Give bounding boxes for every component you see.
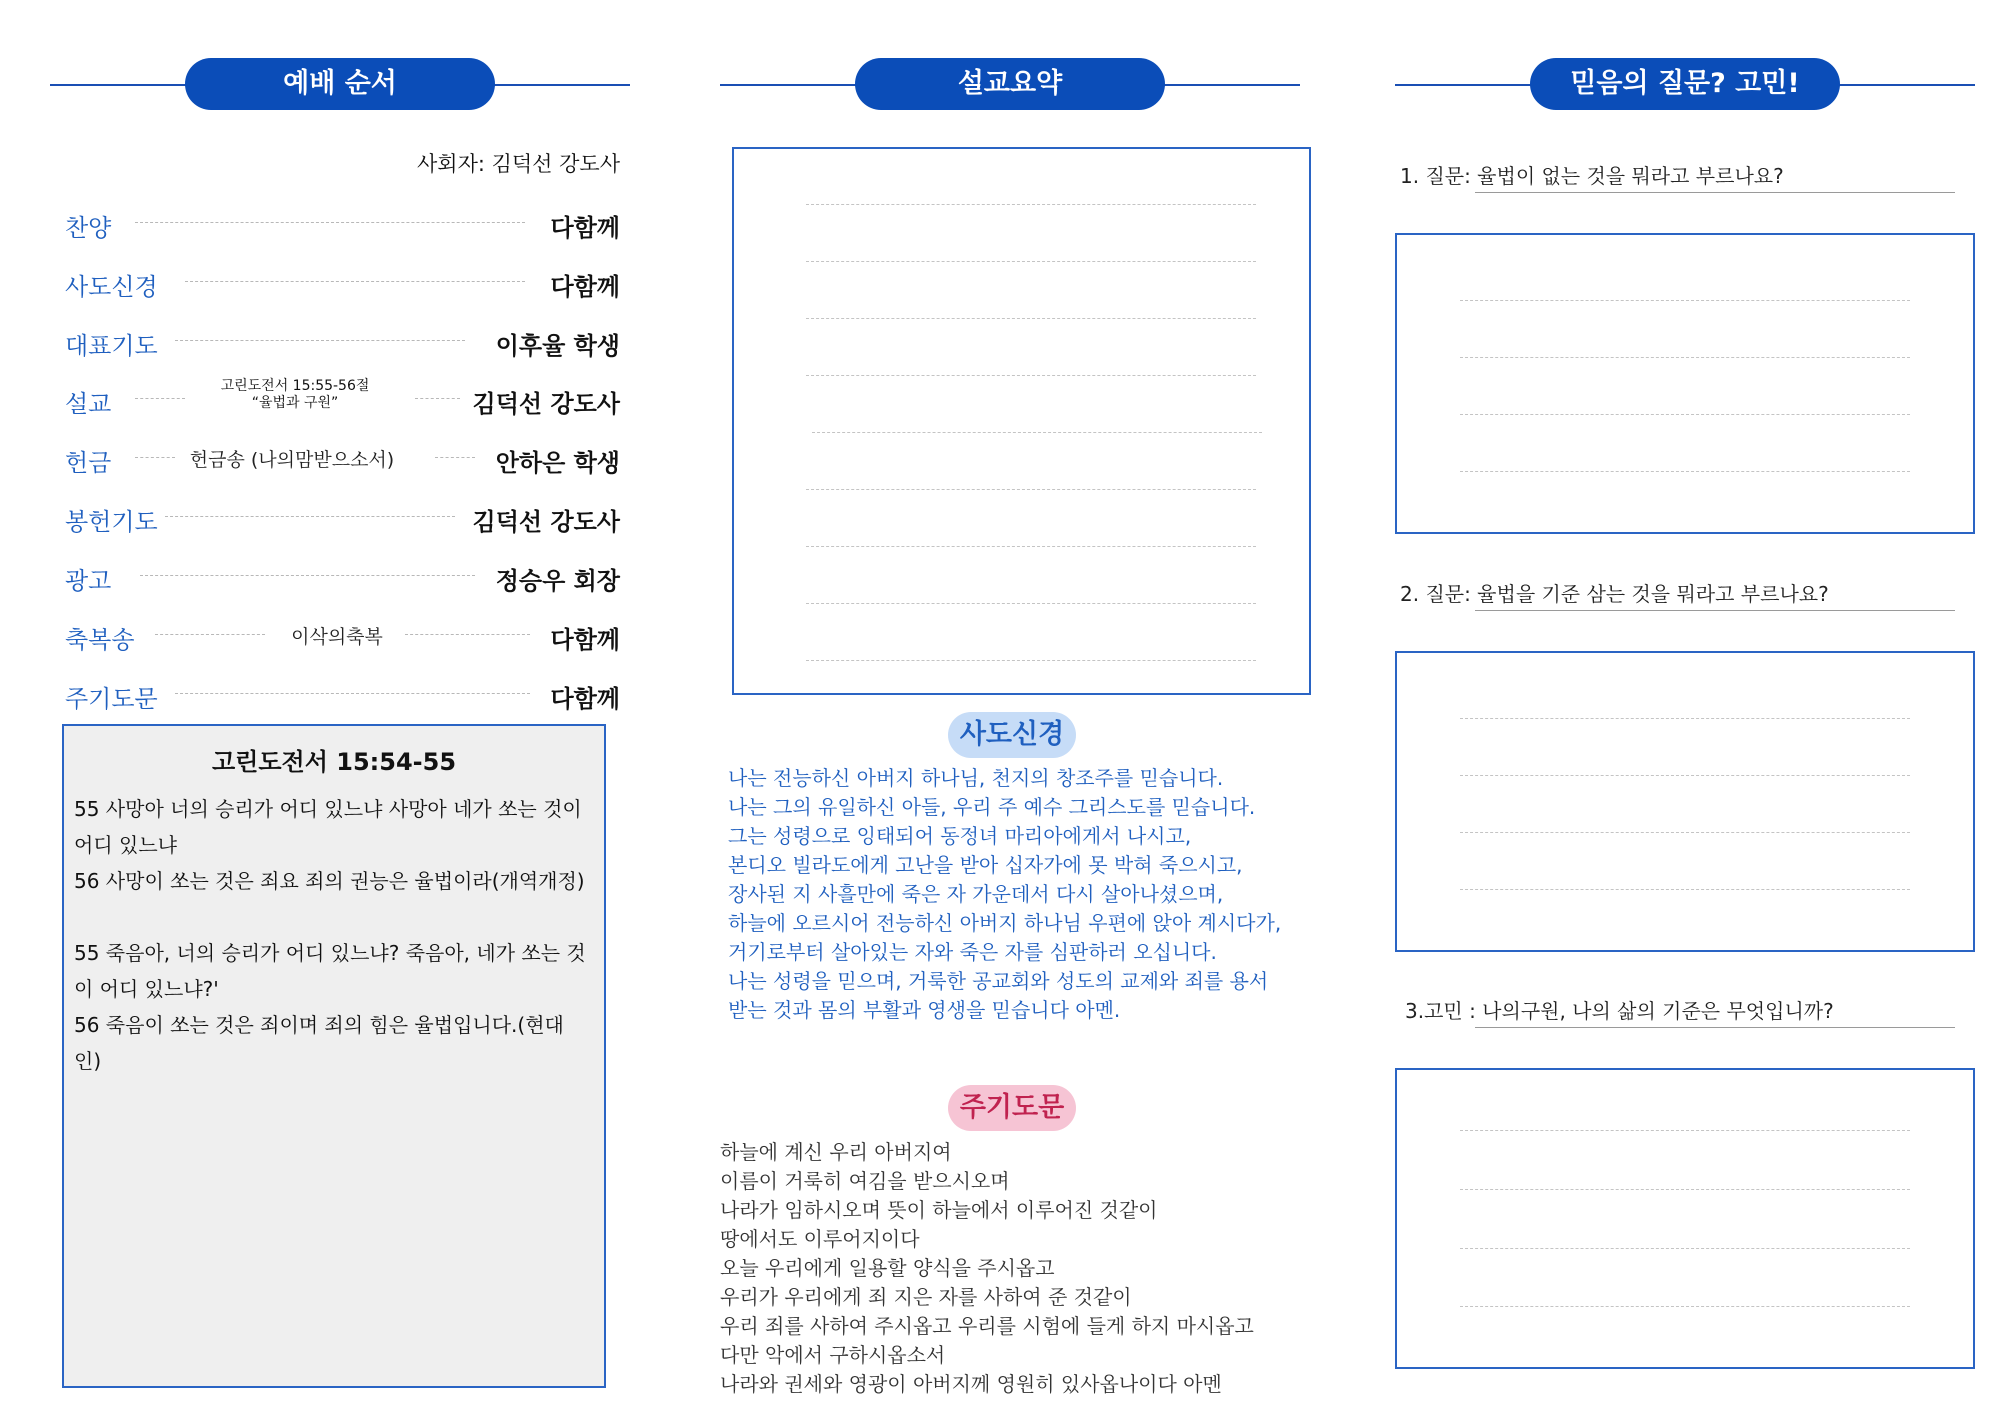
note-line: [806, 660, 1256, 661]
scripture-line: 56 죽음이 쏘는 것은 죄이며 죄의 힘은 율법입니다.(현대인): [74, 1013, 564, 1073]
order-item-label: 봉헌기도: [65, 508, 158, 536]
scripture-line: 이 어디 있느냐?': [74, 977, 219, 1001]
answer-line: [1460, 1248, 1910, 1249]
order-item-label: 축복송: [65, 626, 135, 654]
dotted-leader: [175, 340, 465, 341]
dotted-leader: [405, 634, 530, 635]
lords-prayer-title-badge: 주기도문: [948, 1085, 1076, 1131]
prayer-line: 나라가 임하시오며 뜻이 하늘에서 이루어진 것같이: [720, 1198, 1158, 1222]
dotted-leader: [135, 398, 185, 399]
faith-questions-column: [1395, 0, 1975, 1414]
answer-line: [1460, 1189, 1910, 1190]
lords-prayer-text: [720, 1138, 1254, 1399]
creed-line: 나는 전능하신 아버지 하나님, 천지의 창조주를 믿습니다.: [728, 766, 1224, 790]
order-item-announcements: [65, 555, 620, 595]
prayer-line: 우리 죄를 사하여 주시옵고 우리를 시험에 들게 하지 마시옵고: [720, 1314, 1254, 1338]
order-item-leader: 이후율 학생: [495, 332, 620, 360]
note-line: [806, 318, 1256, 319]
dotted-leader: [135, 222, 525, 223]
scripture-line: 56 사망이 쏘는 것은 죄요 죄의 권능은 율법이라(개역개정): [74, 869, 585, 893]
creed-title-badge: 사도신경: [948, 712, 1076, 758]
order-item-prayer: [65, 320, 620, 360]
prayer-line: 이름이 거룩히 여김을 받으시오며: [720, 1169, 1010, 1193]
answer-line: [1460, 1130, 1910, 1131]
order-item-label: 찬양: [65, 214, 112, 242]
order-item-label: 대표기도: [65, 332, 158, 360]
note-line: [806, 375, 1256, 376]
offering-song: 헌금송 (나의맘받으소서): [189, 449, 395, 471]
faith-header: [1395, 58, 1975, 110]
order-item-label: 설교: [65, 390, 112, 418]
order-item-label: 사도신경: [65, 273, 158, 301]
answer-box-1[interactable]: [1395, 233, 1975, 534]
answer-line: [1460, 414, 1910, 415]
question-3: 3.고민 : 나의구원, 나의 삶의 기준은 무엇입니까?: [1405, 999, 1834, 1023]
scripture-title: 고린도전서 15:54-55: [211, 748, 457, 776]
scripture-gap: [74, 899, 588, 935]
answer-line: [1460, 357, 1910, 358]
dotted-leader: [140, 575, 475, 576]
scripture-line: 55 죽음아, 너의 승리가 어디 있느냐? 죽음아, 네가 쏘는 것: [74, 941, 586, 965]
scripture-verses: [74, 791, 588, 1079]
note-line: [806, 603, 1256, 604]
order-item-leader: 안하은 학생: [495, 449, 620, 477]
worship-order-title: 예배 순서: [185, 58, 495, 110]
creed-line: 받는 것과 몸의 부활과 영생을 믿습니다 아멘.: [728, 998, 1121, 1022]
answer-line: [1460, 718, 1910, 719]
creed-line: 나는 그의 유일하신 아들, 우리 주 예수 그리스도를 믿습니다.: [728, 795, 1256, 819]
prayer-line: 나라와 권세와 영광이 아버지께 영원히 있사옵나이다 아멘: [720, 1372, 1222, 1396]
prayer-line: 다만 악에서 구하시옵소서: [720, 1343, 946, 1367]
dotted-leader: [175, 693, 530, 694]
prayer-line: 하늘에 계신 우리 아버지여: [720, 1140, 952, 1164]
sermon-header: [720, 58, 1300, 110]
answer-line: [1460, 300, 1910, 301]
answer-line: [1460, 889, 1910, 890]
order-item-sermon: [65, 378, 620, 418]
answer-line: [1460, 775, 1910, 776]
order-item-leader: 다함께: [550, 685, 620, 713]
answer-box-2[interactable]: [1395, 651, 1975, 952]
sermon-notes-box[interactable]: [732, 147, 1311, 695]
order-item-label: 주기도문: [65, 685, 158, 713]
creed-line: 하늘에 오르시어 전능하신 아버지 하나님 우편에 앉아 계시다가,: [728, 911, 1282, 935]
dotted-leader: [415, 398, 460, 399]
order-item-blessing-song: [65, 614, 620, 654]
sermon-column: [720, 0, 1300, 1414]
creed-line: 장사된 지 사흘만에 죽은 자 가운데서 다시 살아나셨으며,: [728, 882, 1224, 906]
order-item-praise: [65, 202, 620, 242]
blessing-song-title: 이삭의축복: [291, 626, 383, 648]
scripture-box: [62, 724, 606, 1388]
order-item-label: 헌금: [65, 449, 112, 477]
dotted-leader: [135, 457, 175, 458]
creed-line: 본디오 빌라도에게 고난을 받아 십자가에 못 박혀 죽으시고,: [728, 853, 1243, 877]
question-underline: [1475, 610, 1955, 611]
question-underline: [1475, 192, 1955, 193]
prayer-line: 우리가 우리에게 죄 지은 자를 사하여 준 것같이: [720, 1285, 1132, 1309]
dotted-leader: [155, 634, 265, 635]
dotted-leader: [185, 281, 525, 282]
dotted-leader: [165, 516, 455, 517]
apostles-creed-text: [728, 764, 1281, 1025]
order-item-lords-prayer: [65, 673, 620, 713]
note-line: [812, 432, 1262, 433]
note-line: [806, 261, 1256, 262]
prayer-line: 땅에서도 이루어지이다: [720, 1227, 920, 1251]
order-item-leader: 김덕선 강도사: [472, 390, 620, 418]
answer-line: [1460, 471, 1910, 472]
order-item-leader: 정승우 회장: [495, 567, 620, 595]
answer-line: [1460, 832, 1910, 833]
creed-line: 나는 성령을 믿으며, 거룩한 공교회와 성도의 교제와 죄를 용서: [728, 969, 1269, 993]
order-item-offering: [65, 437, 620, 477]
presider: 사회자: 김덕선 강도사: [417, 152, 620, 176]
question-1: 1. 질문: 율법이 없는 것을 뭐라고 부르나요?: [1400, 164, 1784, 188]
order-item-leader: 다함께: [550, 626, 620, 654]
question-underline: [1475, 1027, 1955, 1028]
note-line: [806, 204, 1256, 205]
sermon-info: [195, 378, 395, 412]
answer-line: [1460, 1306, 1910, 1307]
worship-order-column: [50, 0, 630, 1414]
answer-box-3[interactable]: [1395, 1068, 1975, 1369]
order-item-offering-prayer: [65, 496, 620, 536]
order-item-leader: 다함께: [550, 214, 620, 242]
note-line: [806, 546, 1256, 547]
question-2: 2. 질문: 율법을 기준 삼는 것을 뭐라고 부르나요?: [1400, 582, 1829, 606]
prayer-line: 오늘 우리에게 일용할 양식을 주시옵고: [720, 1256, 1055, 1280]
note-line: [806, 489, 1256, 490]
order-item-label: 광고: [65, 567, 112, 595]
scripture-line: 어디 있느냐: [74, 833, 177, 857]
dotted-leader: [435, 457, 475, 458]
order-item-leader: 다함께: [550, 273, 620, 301]
sermon-summary-title: 설교요약: [855, 58, 1165, 110]
order-item-leader: 김덕선 강도사: [472, 508, 620, 536]
creed-line: 그는 성령으로 잉태되어 동정녀 마리아에게서 나시고,: [728, 824, 1192, 848]
faith-questions-title: 믿음의 질문? 고민!: [1530, 58, 1840, 110]
order-item-creed: [65, 261, 620, 301]
scripture-line: 55 사망아 너의 승리가 어디 있느냐 사망아 네가 쏘는 것이: [74, 797, 582, 821]
sermon-title: “율법과 구원”: [251, 395, 339, 411]
creed-line: 거기로부터 살아있는 자와 죽은 자를 심판하러 오십니다.: [728, 940, 1217, 964]
worship-order-header: [50, 58, 630, 110]
sermon-reference: 고린도전서 15:55-56절: [220, 378, 370, 394]
